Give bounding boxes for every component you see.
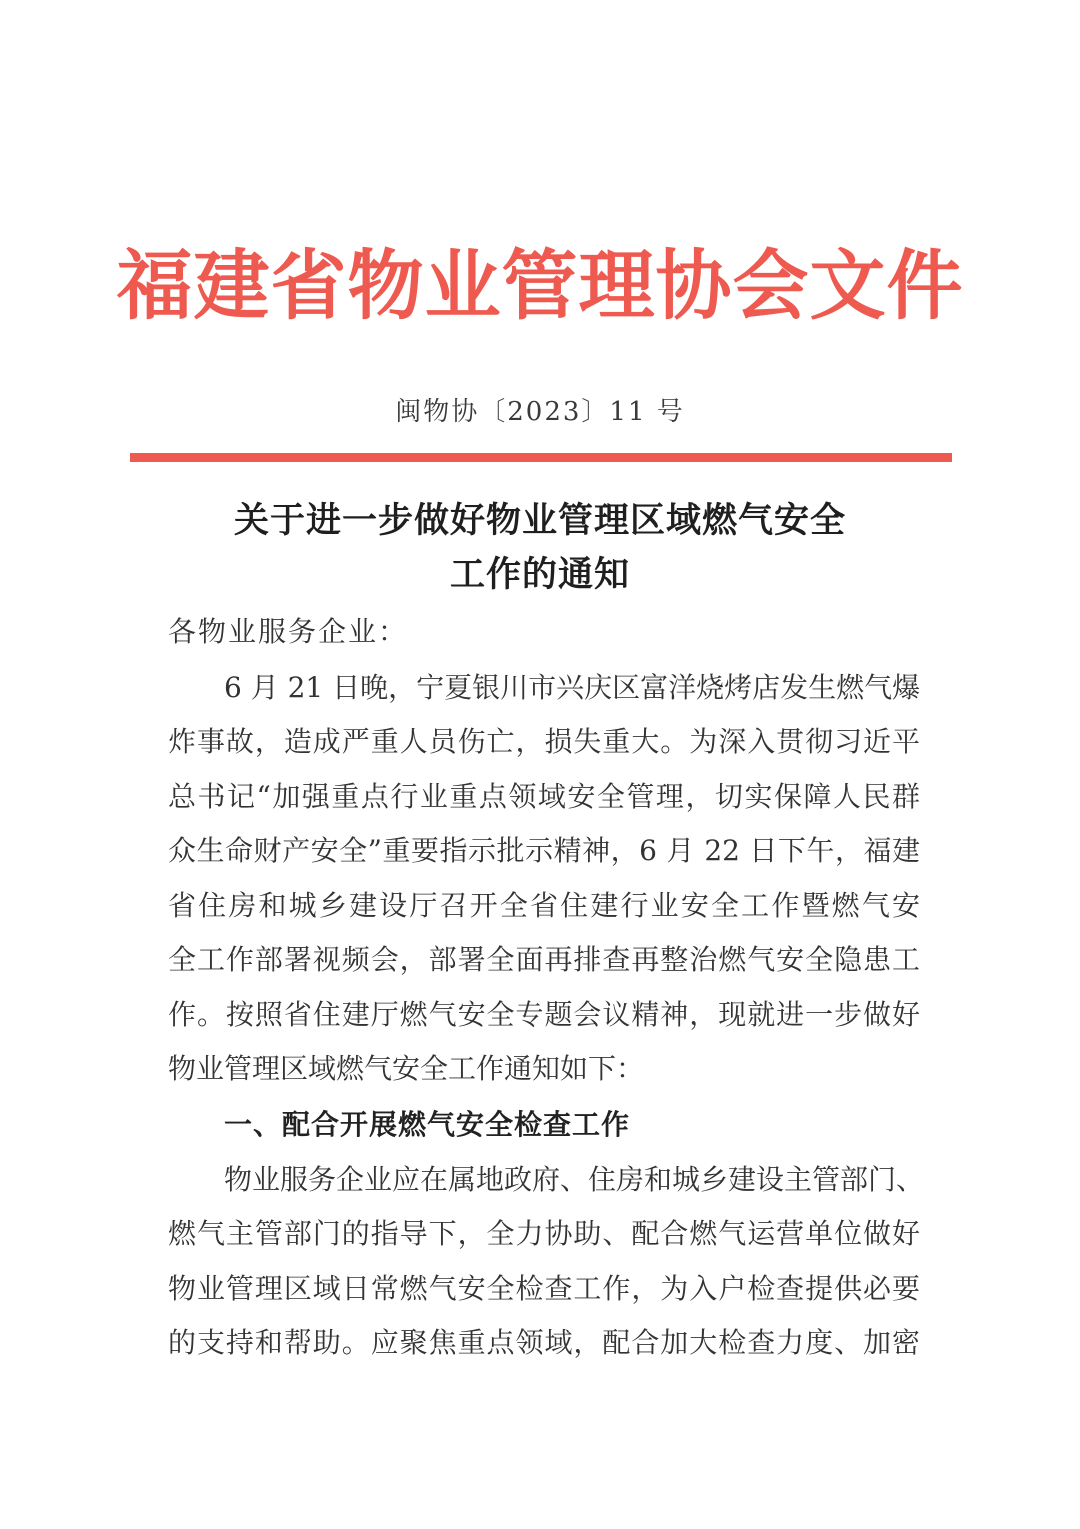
section-1-line: 的支持和帮助。应聚焦重点领域，配合加大检查力度、加密 (168, 1326, 920, 1359)
notice-title-line-2: 工作的通知 (449, 554, 630, 595)
section-1-line: 物业管理区域日常燃气安全检查工作，为入户检查提供必要 (168, 1272, 920, 1305)
notice-title-line-1: 关于进一步做好物业管理区域燃气安全 (233, 500, 846, 541)
section-1-heading: 一、配合开展燃气安全检查工作 (224, 1108, 631, 1141)
paragraph-1-line: 总书记“加强重点行业重点领域安全管理，切实保障人民群 (168, 780, 920, 813)
paragraph-1-line: 全工作部署视频会，部署全面再排查再整治燃气安全隐患工 (168, 943, 920, 976)
section-1-line: 燃气主管部门的指导下，全力协助、配合燃气运营单位做好 (168, 1217, 920, 1250)
paragraph-1-line: 省住房和城乡建设厅召开全省住建行业安全工作暨燃气安 (168, 889, 920, 922)
paragraph-1-line: 6 月 21 日晚，宁夏银川市兴庆区富洋烧烤店发生燃气爆 (224, 671, 921, 704)
org-header-title: 福建省物业管理协会文件 (116, 241, 964, 330)
paragraph-1-line: 作。按照省住建厅燃气安全专题会议精神，现就进一步做好 (168, 998, 920, 1031)
paragraph-1-line: 炸事故，造成严重人员伤亡，损失重大。为深入贯彻习近平 (168, 725, 920, 758)
section-1-line: 物业服务企业应在属地政府、住房和城乡建设主管部门、 (224, 1163, 925, 1196)
salutation: 各物业服务企业： (168, 615, 409, 648)
red-divider-line (130, 453, 952, 462)
paragraph-1-line: 众生命财产安全”重要指示批示精神，6 月 22 日下午，福建 (168, 834, 920, 867)
document-number: 闽物协〔2023〕11 号 (395, 397, 685, 427)
paragraph-1-line: 物业管理区域燃气安全工作通知如下： (168, 1052, 645, 1085)
